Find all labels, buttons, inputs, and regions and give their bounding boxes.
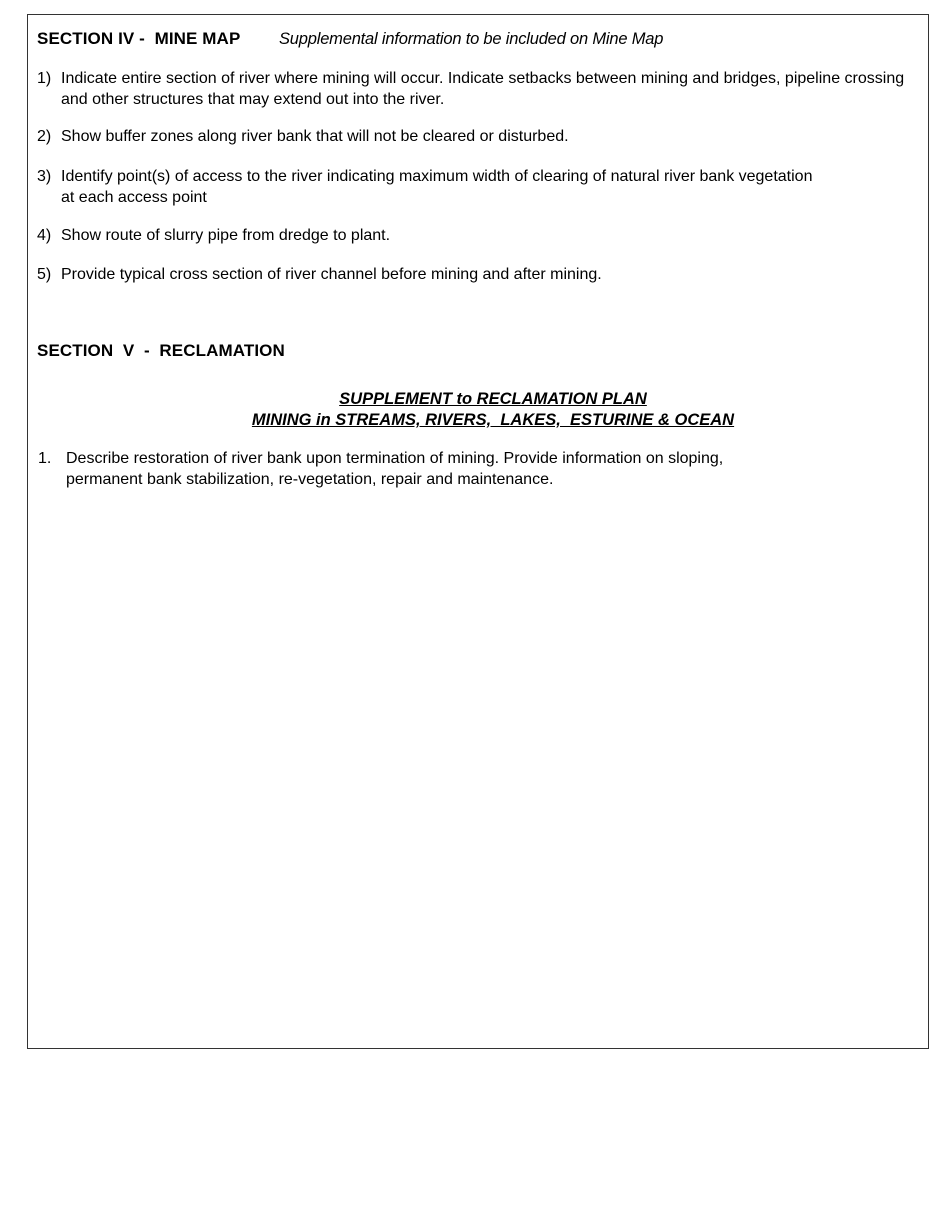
section-v-heading: SECTION V - RECLAMATION bbox=[37, 341, 285, 360]
mine-map-item bbox=[37, 127, 917, 148]
supplement-title-line1: SUPPLEMENT to RECLAMATION PLAN bbox=[339, 390, 647, 408]
item-number: 1) bbox=[37, 70, 52, 87]
item-text: Provide typical cross section of river channel before mining and after mining. bbox=[61, 266, 602, 283]
item-number: 3) bbox=[37, 168, 52, 185]
item-text: Show buffer zones along river bank that will not be cleared or disturbed. bbox=[61, 128, 569, 145]
item-text: Show route of slurry pipe from dredge to plant. bbox=[61, 227, 391, 244]
mine-map-item bbox=[37, 226, 917, 247]
mine-map-item bbox=[37, 167, 917, 208]
item-text: Identify point(s) of access to the river indicating maximum width of clearing of natural river bank vegetation at each access point bbox=[61, 168, 813, 206]
form-page-border bbox=[27, 14, 929, 1049]
item-number: 2) bbox=[37, 128, 52, 145]
mine-map-item bbox=[37, 265, 917, 286]
supplement-title-line2: MINING in STREAMS, RIVERS, LAKES, ESTURINE & OCEAN bbox=[251, 411, 735, 429]
item-number: 4) bbox=[37, 227, 52, 244]
mine-map-item bbox=[37, 69, 917, 110]
item-number: 1. bbox=[38, 450, 52, 467]
item-text: Indicate entire section of river where mining will occur. Indicate setbacks between mining and bridges, pipeline crossing and other structures that may extend out into the river. bbox=[61, 70, 905, 108]
item-number: 5) bbox=[37, 266, 52, 283]
reclamation-item bbox=[38, 449, 918, 490]
section-iv-heading: SECTION IV - MINE MAP bbox=[37, 29, 241, 48]
item-text: Describe restoration of river bank upon termination of mining. Provide information on sloping, permanent bank stabilization, re-vegetation, repair and maintenance. bbox=[66, 450, 724, 488]
section-iv-subtitle: Supplemental information to be included on Mine Map bbox=[279, 30, 664, 48]
